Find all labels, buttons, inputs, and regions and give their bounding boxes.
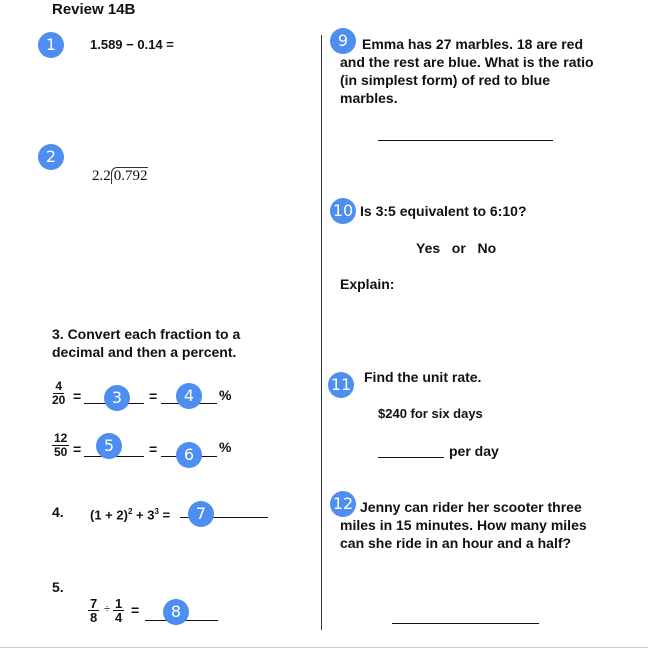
q4-expression: $(1 + 2)^2 + 3^3$ = xyxy=(90,507,171,523)
fraction-7-8: $\frac{7}{8}$ xyxy=(90,596,98,625)
answer-badge-11[interactable]: 11 xyxy=(328,372,354,398)
equals-sign: = xyxy=(73,441,82,457)
q11-suffix: per day xyxy=(449,443,499,459)
equals-sign: = xyxy=(149,441,158,457)
q4-label: 4. xyxy=(52,504,64,520)
equals-sign: = xyxy=(131,602,140,618)
answer-badge-1[interactable]: 1 xyxy=(38,32,64,58)
equals-sign: = xyxy=(149,388,158,404)
answer-badge-6[interactable]: 6 xyxy=(176,442,202,468)
divide-sign: ÷ xyxy=(104,603,111,615)
equals-sign: = xyxy=(73,388,82,404)
percent-sign: % xyxy=(219,387,232,403)
worksheet-title: Review 14B xyxy=(52,1,136,18)
q2-dividend: 0.792 xyxy=(111,167,148,184)
answer-badge-7[interactable]: 7 xyxy=(188,501,214,527)
answer-badge-12[interactable]: 12 xyxy=(330,491,356,517)
q10-choices[interactable]: Yes or No xyxy=(416,240,497,256)
q11-prompt: Find the unit rate. xyxy=(364,369,482,385)
q3-prompt: 3. Convert each fraction to a decimal and then a percent. xyxy=(52,326,241,360)
column-divider xyxy=(321,35,322,630)
page-bottom-edge xyxy=(0,647,648,648)
percent-sign: % xyxy=(219,439,232,455)
fraction-4-20: $\frac{4}{20}$ xyxy=(52,379,66,407)
fraction-1-4: $\frac{1}{4}$ xyxy=(115,596,123,625)
q9-prompt: Emma has 27 marbles. 18 are red and the rest are blue. What is the ratio (in simplest form) of red to blue marbles. xyxy=(340,36,594,106)
answer-blank-11[interactable] xyxy=(378,457,444,458)
q12-prompt: Jenny can rider her scooter three miles in 15 minutes. How many miles can she ride in an hour and a half? xyxy=(340,499,587,551)
q10-prompt: Is 3:5 equivalent to 6:10? xyxy=(360,203,527,219)
answer-badge-10[interactable]: 10 xyxy=(330,198,356,224)
answer-badge-3[interactable]: 3 xyxy=(104,385,130,411)
answer-badge-8[interactable]: 8 xyxy=(163,599,189,625)
q2-divisor: 2.2 xyxy=(92,168,111,184)
answer-badge-4[interactable]: 4 xyxy=(176,383,202,409)
answer-badge-9[interactable]: 9 xyxy=(330,28,356,54)
answer-blank-9[interactable] xyxy=(378,140,553,141)
q5-label: 5. xyxy=(52,579,64,595)
q11-given: $240 for six days xyxy=(378,406,483,421)
q1-expression: 1.589 − 0.14 = xyxy=(90,37,174,52)
fraction-12-50: $\frac{12}{50}$ xyxy=(54,431,68,459)
q2-long-division xyxy=(92,168,148,185)
answer-blank-12[interactable] xyxy=(392,623,539,624)
q10-explain-label: Explain: xyxy=(340,276,395,292)
answer-badge-2[interactable]: 2 xyxy=(38,144,64,170)
answer-badge-5[interactable]: 5 xyxy=(96,433,122,459)
